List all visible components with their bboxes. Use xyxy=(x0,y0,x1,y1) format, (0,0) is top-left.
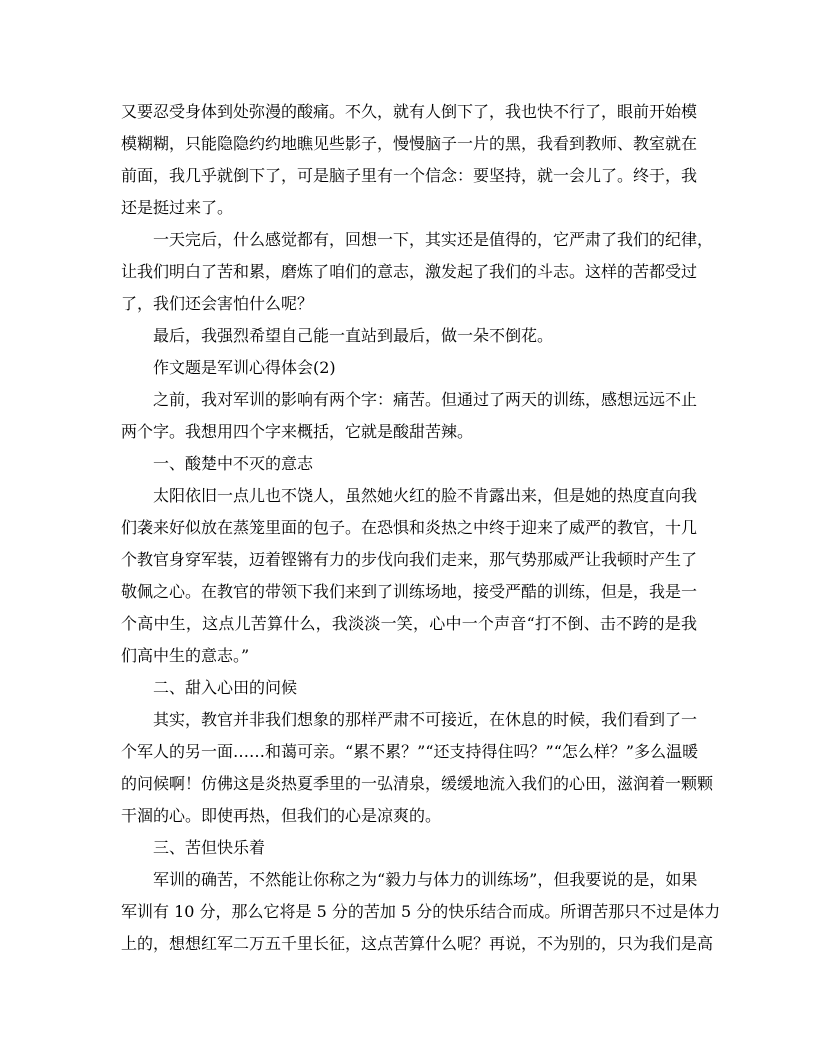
text-line: 最后，我强烈希望自己能一直站到最后，做一朵不倒花。 xyxy=(153,326,554,345)
text-line: 们袭来好似放在蒸笼里面的包子。在恐惧和炎热之中终于迎来了威严的教官，十几 xyxy=(121,518,698,537)
text-line: 其实，教官并非我们想象的那样严肃不可接近，在休息的时候，我们看到了一 xyxy=(153,710,698,729)
text-line: 个高中生，这点儿苦算什么，我淡淡一笑，心中一个声音“打不倒、击不跨的是我 xyxy=(121,614,697,633)
text-line: 又要忍受身体到处弥漫的酸痛。不久，就有人倒下了，我也快不行了，眼前开始模 xyxy=(121,102,698,121)
text-line: 了，我们还会害怕什么呢？ xyxy=(121,294,314,313)
text-line: 干涸的心。即使再热，但我们的心是凉爽的。 xyxy=(121,806,442,825)
text-line: 的问候啊！仿佛这是炎热夏季里的一弘清泉，缓缓地流入我们的心田，滋润着一颗颗 xyxy=(121,774,714,793)
text-line: 上的，想想红军二万五千里长征，这点苦算什么呢？再说，不为别的，只为我们是高 xyxy=(121,934,714,953)
text-line: 模糊糊，只能隐隐约约地瞧见些影子，慢慢脑子一片的黑，我看到教师、教室就在 xyxy=(121,134,698,153)
text-line: 还是挺过来了。 xyxy=(121,198,234,217)
text-line: 个教官身穿军装，迈着铿锵有力的步伐向我们走来，那气势那威严让我顿时产生了 xyxy=(121,550,698,569)
text-line: 作文题是军训心得体会(2) xyxy=(153,358,336,377)
text-line: 两个字。我想用四个字来概括，它就是酸甜苦辣。 xyxy=(121,422,474,441)
text-line: 太阳依旧一点儿也不饶人，虽然她火红的脸不肯露出来，但是她的热度直向我 xyxy=(153,486,698,505)
text-line: 军训的确苦，不然能让你称之为“毅力与体力的训练场”，但我要说的是，如果 xyxy=(153,870,698,889)
text-line: 个军人的另一面……和蔼可亲。“累不累？”“还支持得住吗？”“怎么样？”多么温暖 xyxy=(121,742,699,761)
text-line: 们高中生的意志。” xyxy=(121,646,250,665)
text-line: 二、甜入心田的问候 xyxy=(153,678,298,697)
text-line: 三、苦但快乐着 xyxy=(153,838,266,857)
text-line: 让我们明白了苦和累，磨炼了咱们的意志，激发起了我们的斗志。这样的苦都受过 xyxy=(121,262,698,281)
text-line: 军训有 10 分，那么它将是 5 分的苦加 5 分的快乐结合而成。所谓苦那只不过是体力 xyxy=(121,902,721,921)
document-page xyxy=(121,96,721,960)
text-line: 前面，我几乎就倒下了，可是脑子里有一个信念：要坚持，就一会儿了。终于，我 xyxy=(121,166,698,185)
text-line: 敬佩之心。在教官的带领下我们来到了训练场地，接受严酷的训练，但是，我是一 xyxy=(121,582,698,601)
text-line: 之前，我对军训的影响有两个字：痛苦。但通过了两天的训练，感想远远不止 xyxy=(153,390,698,409)
text-line: 一天完后，什么感觉都有，回想一下，其实还是值得的，它严肃了我们的纪律， xyxy=(153,230,714,249)
text-line: 一、酸楚中不灭的意志 xyxy=(153,454,314,473)
